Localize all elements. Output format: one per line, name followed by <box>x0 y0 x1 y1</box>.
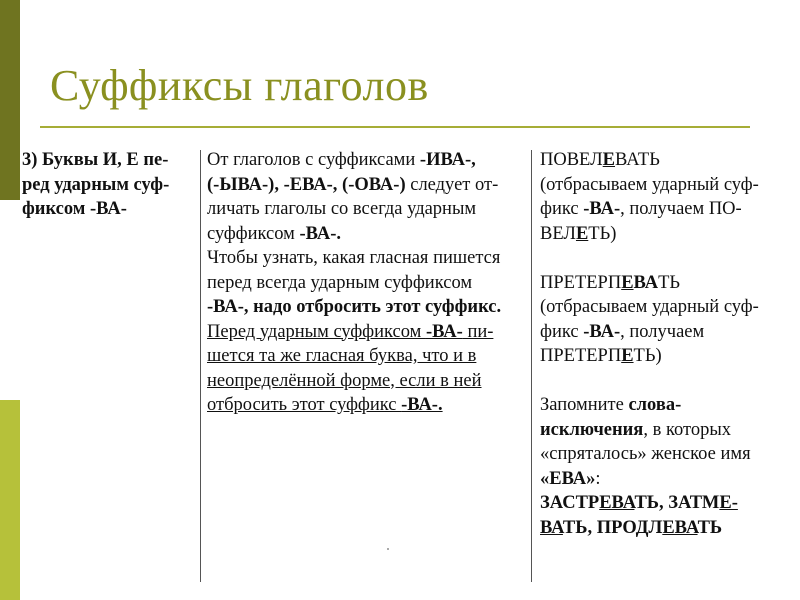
rule-heading-column <box>22 148 194 222</box>
explanation-line: суффиксом -ВА-. <box>207 223 341 244</box>
side-color-bar <box>0 0 20 600</box>
example-line: ПРЕТЕРПЕТЬ) <box>540 346 662 366</box>
note-line: Запомните слова- <box>540 395 682 415</box>
explanation-line: -ВА-, надо отбросить этот суффикс. <box>207 297 502 317</box>
explanation-line: (-ЫВА-), -ЕВА-, (-ОВА-) следует от- <box>207 174 499 195</box>
example-line: фикс -ВА-, получаем <box>540 321 705 342</box>
rule-heading-line: фиксом -ВА- <box>22 199 127 219</box>
side-bar-light-segment <box>0 400 20 600</box>
column-divider-left <box>200 150 201 582</box>
rule-heading-line: ред ударным суф- <box>22 174 170 195</box>
example-line: (отбрасываем ударный суф- <box>540 174 759 195</box>
underlined-rule-line: неопределённой форме, если в ней <box>207 370 482 391</box>
example-line: фикс -ВА-, получаем ПО- <box>540 199 742 219</box>
examples-column <box>540 148 785 540</box>
underlined-rule-line: отбросить этот суффикс -ВА-. <box>207 395 443 415</box>
explanation-line: От глаголов с суффиксами -ИВА-, <box>207 150 476 170</box>
slide-title: Суффиксы глаголов <box>50 61 429 110</box>
rule-heading-line: 3) Буквы И, Е пе- <box>22 150 169 170</box>
stray-dot <box>387 548 389 550</box>
note-line: «спряталось» женское имя <box>540 444 751 464</box>
explanation-line: личать глаголы со всегда ударным <box>207 199 477 219</box>
rule-explanation-column <box>207 148 525 418</box>
note-line: исключения, в которых <box>540 419 732 440</box>
title-underline-rule <box>40 126 750 128</box>
example-word-preterpevat: ПРЕТЕРПЕВАТЬ <box>540 272 681 293</box>
column-divider-right <box>531 150 532 582</box>
note-line: «ЕВА»: <box>540 468 601 489</box>
exception-words-line: ЗАСТРЕВАТЬ, ЗАТМЕ- <box>540 493 738 513</box>
underlined-rule-line: Перед ударным суффиксом -ВА- пи- <box>207 321 494 342</box>
side-bar-dark-segment <box>0 0 20 200</box>
example-line: ВЕЛЕТЬ) <box>540 223 617 244</box>
exception-words-line: ВАТЬ, ПРОДЛЕВАТЬ <box>540 517 723 538</box>
underlined-rule-line: шется та же гласная буква, что и в <box>207 346 477 366</box>
explanation-line: перед всегда ударным суффиксом <box>207 272 473 293</box>
explanation-line: Чтобы узнать, какая гласная пишется <box>207 248 501 268</box>
example-word-poveleevat: ПОВЕЛЕВАТЬ <box>540 150 660 170</box>
side-bar-white-segment <box>0 200 20 400</box>
example-line: (отбрасываем ударный суф- <box>540 297 759 317</box>
